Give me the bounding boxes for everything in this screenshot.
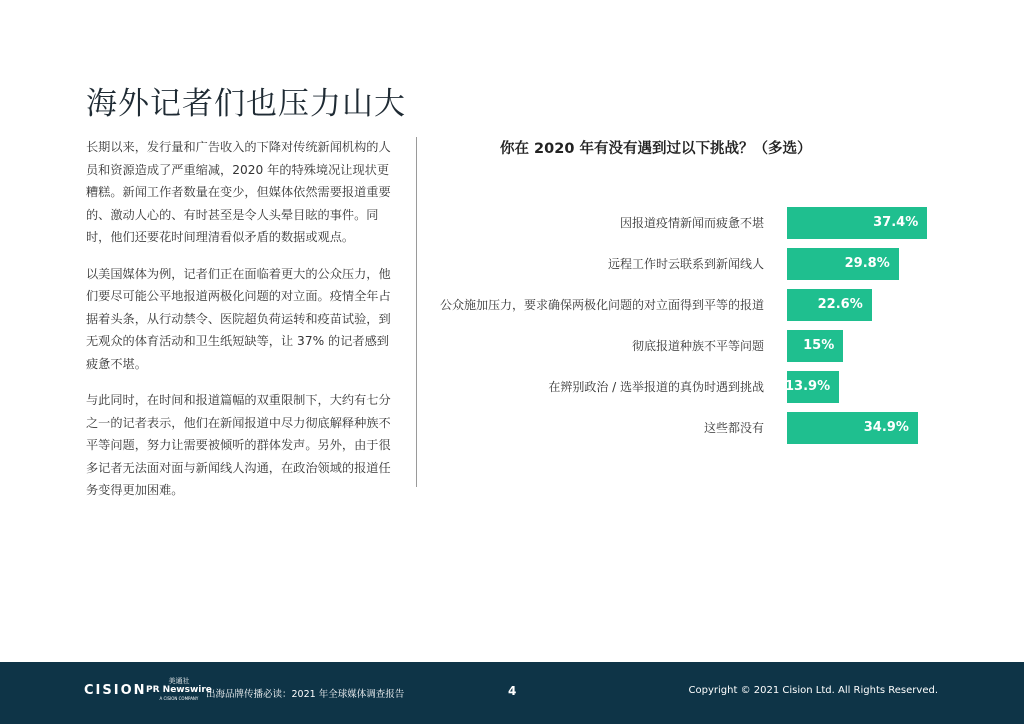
chart-row (420, 289, 980, 321)
column-divider (416, 137, 417, 487)
prnewswire-logo-sub: A CISION COMPANY (159, 696, 199, 701)
bar (787, 371, 839, 403)
category-label: 在辨别政治 / 选举报道的真伪时遇到挑战 (548, 380, 764, 394)
prnewswire-logo-cn: 美通社 (168, 677, 190, 685)
chart-row (420, 412, 980, 444)
category-label: 彻底报道种族不平等问题 (631, 339, 764, 353)
paragraph-3: 与此同时，在时间和报道篇幅的双重限制下，大约有七分之一的记者表示，他们在新闻报道中尽力彻底解释种族不平等问题，努力让需要被倾听的群体发声。另外，由于很多记者无法面对面与新闻线人沟通，在政治领域的报道任务变得更加困难。 (86, 393, 391, 497)
chart-row (420, 248, 980, 280)
bar-value-label: 29.8% (844, 256, 890, 271)
page-number: 4 (508, 684, 517, 698)
bar (787, 289, 872, 321)
bar-chart (420, 200, 980, 450)
chart-row (420, 330, 980, 362)
chart-row (420, 371, 980, 403)
copyright: Copyright © 2021 Cision Ltd. All Rights Reserved. (688, 685, 938, 696)
paragraph-2: 以美国媒体为例，记者们正在面临着更大的公众压力，他们要尽可能公平地报道两极化问题的对立面。疫情全年占据着头条，从行动禁令、医院超负荷运转和疫苗试验，到无观众的体育活动和卫生纸短缺等，让 37% 的记者感到疲惫不堪。 (86, 266, 391, 371)
page-title: 海外记者们也压力山大 (86, 86, 406, 122)
category-label: 这些都没有 (703, 421, 764, 435)
bar (787, 248, 899, 280)
prnewswire-logo (146, 677, 212, 702)
category-label: 远程工作时云联系到新闻线人 (607, 257, 764, 271)
footer (0, 662, 1024, 724)
body-text (86, 136, 398, 516)
bar-value-label: 15% (803, 338, 835, 353)
category-label: 因报道疫情新闻而疲惫不堪 (619, 216, 764, 230)
paragraph-1: 长期以来，发行量和广告收入的下降对传统新闻机构的人员和资源造成了严重缩减，2020 年的特殊境况让现状更糟糕。新闻工作者数量在变少，但媒体依然需要报道重要的、激动人心的、有时甚至是令人头晕目眩的事件。同时，他们还要花时间理清看似矛盾的数据或观点。 (86, 140, 391, 244)
bar-value-label: 34.9% (863, 420, 909, 435)
cision-logo: CISION (84, 683, 147, 698)
bar (787, 330, 843, 362)
bar-value-label: 22.6% (817, 297, 863, 312)
footer-report-name: 出海品牌传播必读：2021 年全球媒体调查报告 (206, 689, 405, 700)
bar (787, 412, 918, 444)
prnewswire-logo-en: PR Newswire (146, 685, 212, 695)
chart-title: 你在 2020 年有没有遇到过以下挑战？（多选） (500, 141, 812, 157)
bar-value-label: 13.9% (785, 379, 831, 394)
category-label: 公众施加压力，要求确保两极化问题的对立面得到平等的报道 (439, 298, 764, 312)
bar-value-label: 37.4% (873, 215, 919, 230)
chart-row (420, 207, 980, 239)
bar (787, 207, 927, 239)
